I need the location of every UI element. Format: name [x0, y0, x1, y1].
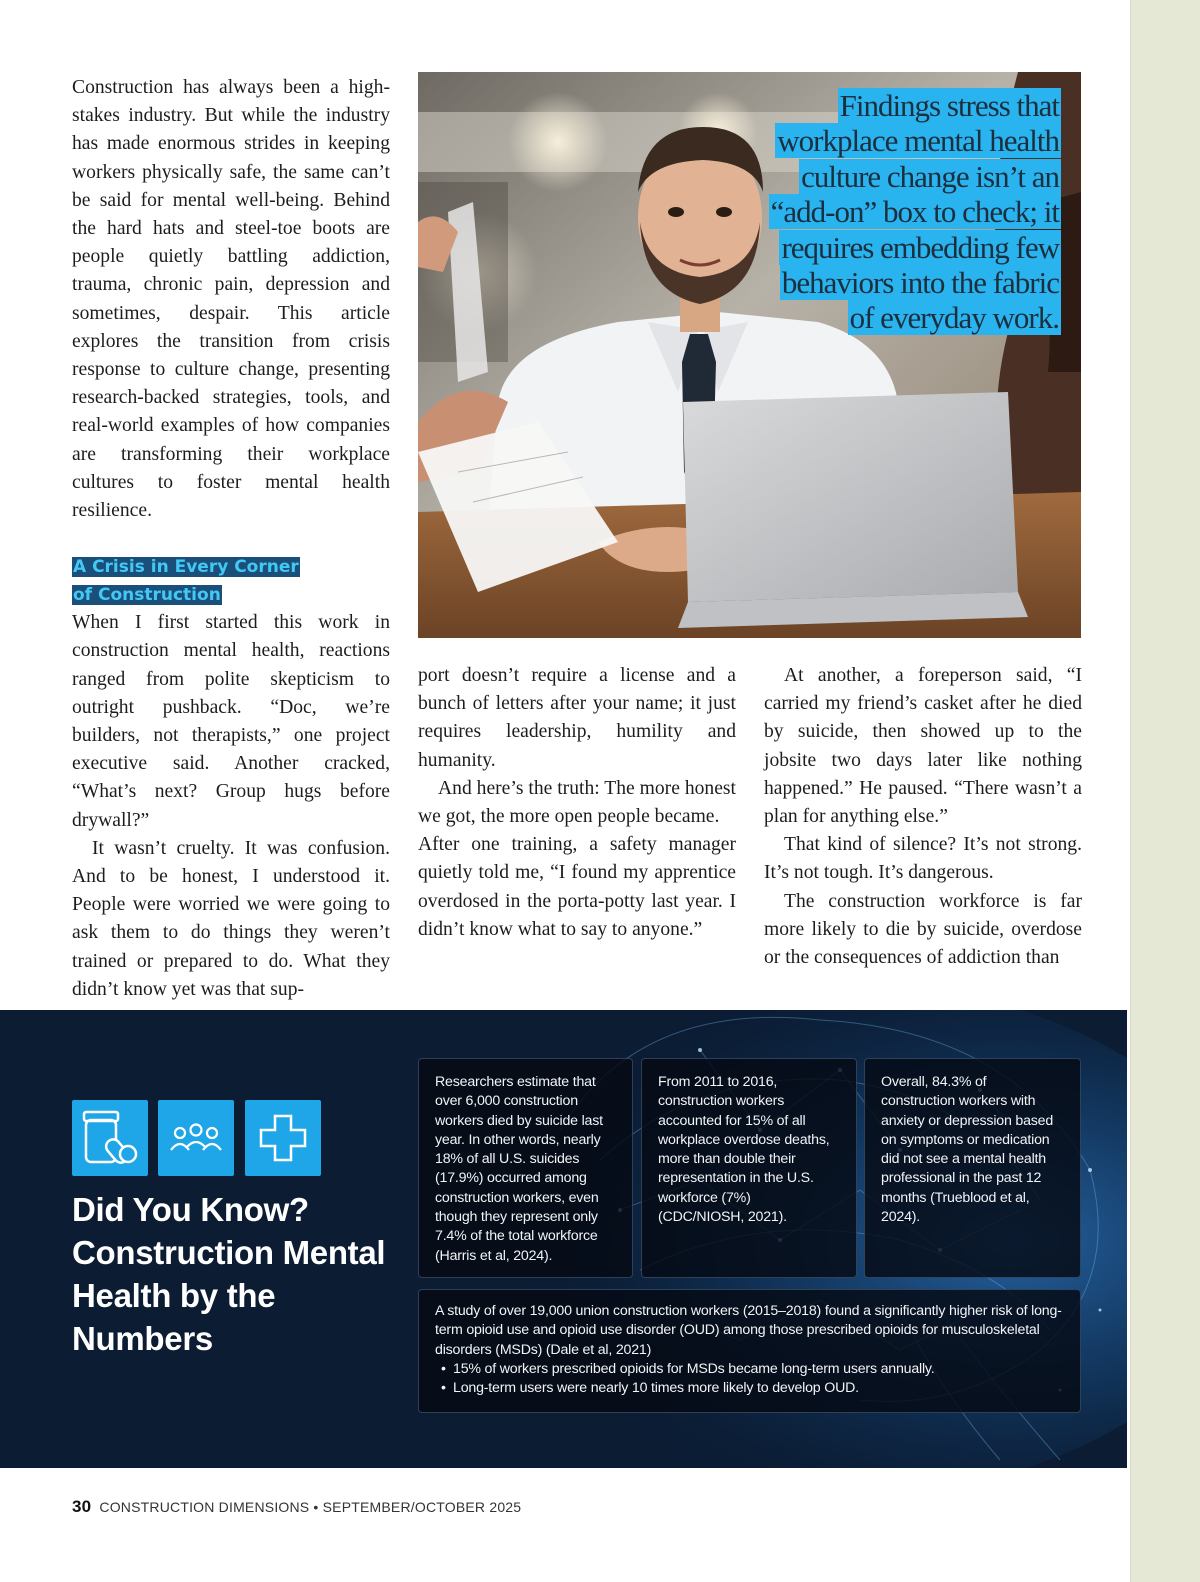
stat-text: From 2011 to 2016, construction workers accounted for 15% of all workplace overdose deaths, more than double their representation in the U.S. workforce (7%) (CDC/NIOSH, 2021). [658, 1074, 830, 1226]
stat-text: Researchers estimate that over 6,000 construction workers died by suicide last year. In other words, nearly 18% of all U.S. suicides (17.9%) occurred among construction workers, even though they represent only 7.4% of the total workforce (Harris et al, 2024). [435, 1074, 603, 1264]
study-bullet: • Long-term users were nearly 10 times more likely to develop OUD. [435, 1379, 1064, 1398]
pill-bottle-icon [72, 1100, 148, 1176]
sidebar-title: Did You Know? Construction Mental Health by the Numbers [72, 1191, 386, 1357]
stat-card-opioid-study [418, 1289, 1081, 1413]
body-paragraph: It wasn’t cruelty. It was confusion. And to be honest, I understood it. People were worried we were going to ask them to do things they weren’t trained or prepared to do. What they didn’t know yet was that sup- [72, 837, 390, 1000]
page-edge-strip [1130, 0, 1200, 1582]
study-bullets [435, 1360, 1064, 1399]
subhead-line-2: of Construction [73, 585, 221, 606]
office-photo [418, 72, 1081, 638]
section-subhead [72, 553, 390, 609]
subhead-line-1: A Crisis in Every Corner [73, 557, 299, 578]
stat-card-suicide [418, 1058, 633, 1278]
study-text: A study of over 19,000 union construction workers (2015–2018) found a significantly higher risk of long-term opioid use and opioid use disorder (OUD) among those prescribed opioids for musculoskeletal disorders (MSDs) (Dale et al, 2021) [435, 1303, 1062, 1358]
people-group-icon [158, 1100, 234, 1176]
body-paragraph: And here’s the truth: The more honest we got, the more open people became. [418, 777, 736, 828]
body-paragraph: port doesn’t require a license and a bunch of letters after your name; it just requires leadership, humility and humanity. [418, 665, 736, 771]
article-column-3 [764, 662, 1082, 972]
body-paragraph: The construction workforce is far more likely to die by suicide, overdose or the consequences of addiction than [764, 890, 1082, 969]
stat-text: Overall, 84.3% of construction workers with anxiety or depression based on symptoms or medication did not see a mental health professional in the past 12 months (Trueblood et al, 2024). [881, 1074, 1054, 1226]
body-paragraph: That kind of silence? It’s not strong. It’s not tough. It’s dangerous. [764, 834, 1082, 884]
page-footer [72, 1497, 521, 1517]
intro-paragraph: Construction has always been a high-stakes industry. But while the industry has made enormous strides in keeping workers physically safe, the same can’t be said for mental well-being. Behind the hard hats and steel-toe boots are people quietly battling addiction, trauma, chronic pain, depression and sometimes, despair. This article explores the transition from crisis response to culture change, presenting research-backed strategies, tools, and real-world examples of how companies are transforming their workplace cultures to foster mental health resilience. [72, 77, 390, 522]
body-paragraph: At another, a foreperson said, “I carried my friend’s casket after he died by suicide, then showed up to the jobsite two days later like nothing happened.” He paused. “There wasn’t a plan for anything else.” [764, 665, 1082, 828]
stat-card-treatment [864, 1058, 1081, 1278]
article-column-1 [72, 74, 390, 1004]
medical-cross-icon [245, 1100, 321, 1176]
publication-name: CONSTRUCTION DIMENSIONS • SEPTEMBER/OCTOBER 2025 [99, 1499, 522, 1515]
page-number: 30 [72, 1497, 92, 1516]
stat-card-overdose [641, 1058, 857, 1278]
did-you-know-panel [0, 1010, 1127, 1468]
body-paragraph: When I first started this work in construction mental health, reactions ranged from polite skepticism to outright pushback. “Doc, we’re builders, not therapists,” one project executive said. Another cracked, “What’s next? Group hugs before drywall?” [72, 612, 390, 831]
pull-quote-text: Findings stress that workplace mental health culture change isn’t an “add-on” box to check; it requires embedding few behaviors into the fabric of everyday work. [770, 88, 1059, 336]
body-paragraph: After one training, a safety manager quietly told me, “I found my apprentice overdosed in the porta-potty last year. I didn’t know what to say to anyone.” [418, 834, 736, 940]
pull-quote [761, 88, 1061, 336]
article-column-2 [418, 662, 736, 944]
study-bullet: • 15% of workers prescribed opioids for MSDs became long-term users annually. [435, 1360, 1064, 1379]
